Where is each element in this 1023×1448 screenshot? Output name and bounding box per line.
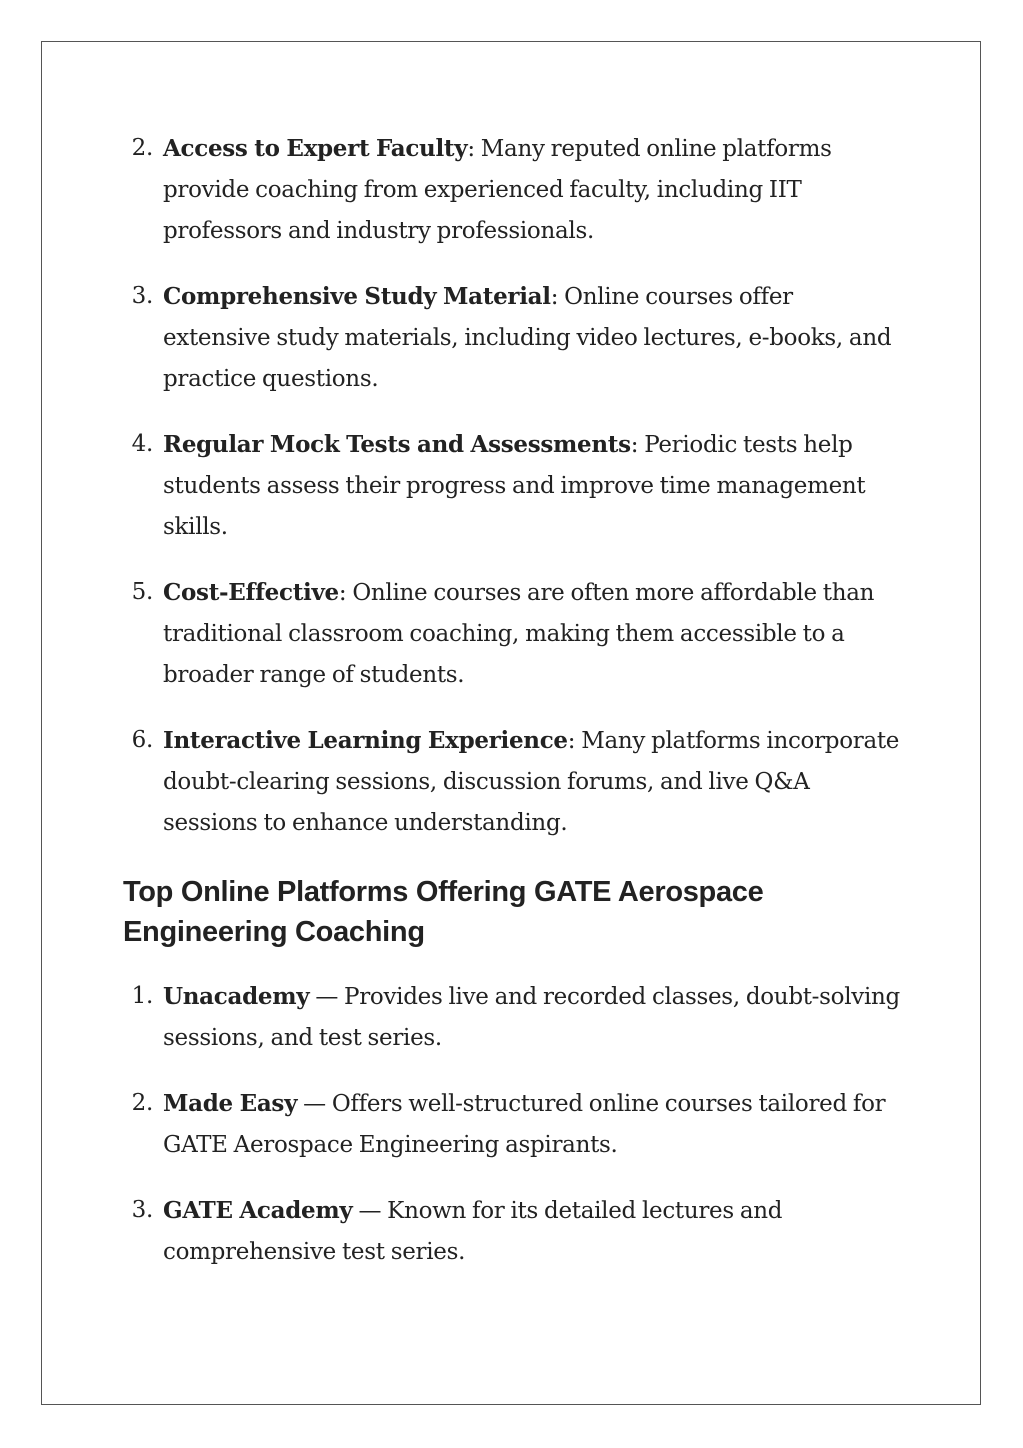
document-content	[123, 128, 903, 1297]
list-item-term: Unacademy	[163, 983, 310, 1010]
list-item	[123, 572, 903, 696]
list-number: 1.	[131, 983, 153, 1009]
list-item-text: Provides live and recorded classes, doubt-solving sessions, and test series.	[163, 984, 900, 1051]
list-item-term: Interactive Learning Experience	[163, 727, 568, 754]
list-number: 3.	[131, 283, 153, 309]
list-item-text: Offers well-structured online courses tailored for GATE Aerospace Engineering aspirants.	[163, 1091, 886, 1158]
list-item-text: Online courses are often more affordable than traditional classroom coaching, making them accessible to a broader range of students.	[163, 580, 875, 688]
list-item	[123, 1083, 903, 1166]
list-item-separator: :	[630, 432, 639, 458]
list-item-separator: :	[467, 136, 475, 162]
list-item-separator: :	[338, 580, 347, 606]
list-item-text: Many reputed online platforms provide coaching from experienced faculty, including IIT professors and industry professionals.	[163, 136, 832, 244]
list-item-text: Periodic tests help students assess their progress and improve time management skills.	[163, 432, 866, 540]
list-number: 5.	[131, 579, 153, 605]
list-item-separator: :	[550, 284, 559, 310]
list-item-term: Regular Mock Tests and Assessments	[163, 431, 631, 458]
list-item-term: GATE Academy	[163, 1197, 353, 1224]
list-item-term: Comprehensive Study Material	[163, 283, 551, 310]
list-item	[123, 128, 903, 252]
platforms-list	[123, 976, 903, 1273]
list-item-term: Made Easy	[163, 1090, 298, 1117]
list-item	[123, 424, 903, 548]
list-item-text: Known for its detailed lectures and comprehensive test series.	[163, 1198, 783, 1265]
list-item-text: Many platforms incorporate doubt-clearing sessions, discussion forums, and live Q&A sessions to enhance understanding.	[163, 728, 900, 836]
list-item-text: Online courses offer extensive study materials, including video lectures, e-books, and practice questions.	[163, 284, 892, 392]
list-item	[123, 976, 903, 1059]
list-item-term: Cost-Effective	[163, 579, 339, 606]
list-item	[123, 1190, 903, 1273]
benefits-list	[123, 128, 903, 844]
list-item-separator: —	[352, 1198, 382, 1224]
list-item-separator: —	[309, 984, 339, 1010]
list-item-term: Access to Expert Faculty	[163, 135, 468, 162]
list-number: 2.	[131, 135, 153, 161]
list-item	[123, 720, 903, 844]
section-heading: Top Online Platforms Offering GATE Aerospace Engineering Coaching	[123, 876, 764, 948]
list-item-separator: :	[567, 728, 576, 754]
list-number: 4.	[131, 431, 153, 457]
list-number: 3.	[131, 1197, 153, 1223]
list-item-separator: —	[297, 1091, 326, 1117]
list-number: 6.	[131, 727, 153, 753]
list-item	[123, 276, 903, 400]
list-number: 2.	[131, 1090, 153, 1116]
